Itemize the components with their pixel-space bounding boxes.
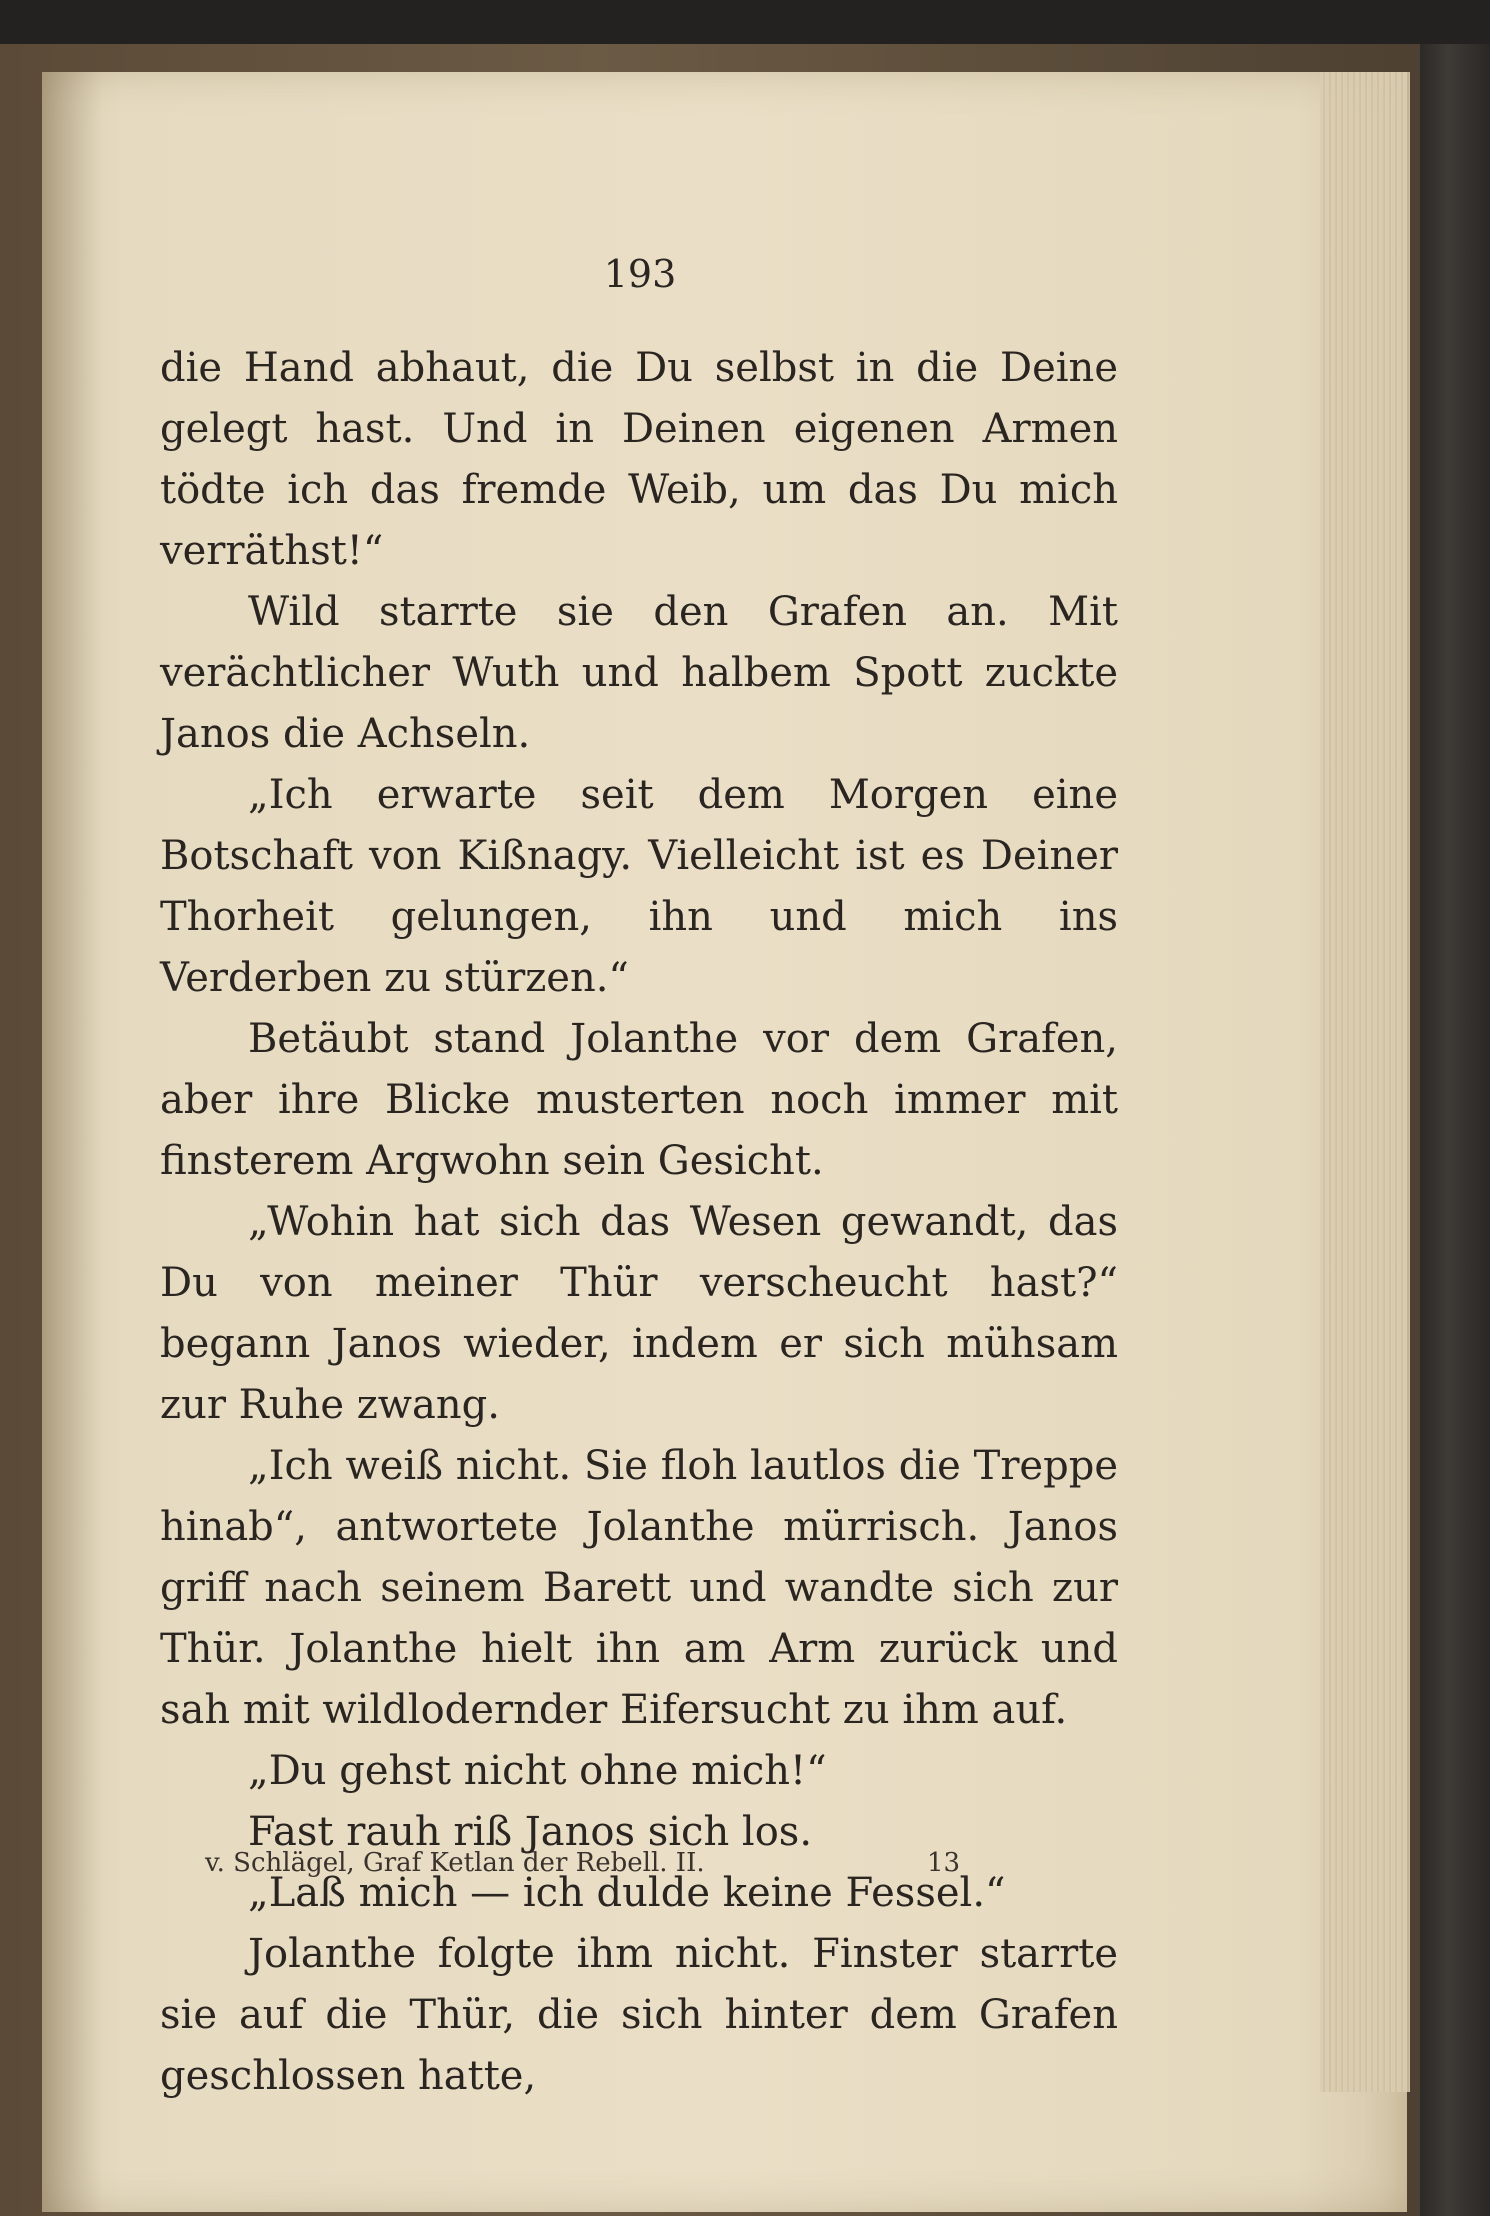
signature-line: v. Schlägel, Graf Ketlan der Rebell. II. (205, 1848, 705, 1878)
body-text (160, 338, 1118, 2107)
sheet-number: 13 (927, 1848, 961, 1878)
book-cover-right-edge (1420, 44, 1490, 2216)
paragraph: Jolanthe folgte ihm nicht. Finster starrte sie auf die Thür, die sich hinter dem Grafen geschlossen hatte, (160, 1931, 1118, 2099)
paragraph: „Wohin hat sich das Wesen gewandt, das Du von meiner Thür verscheucht hast?“ begann Janos wieder, indem er sich mühsam zur Ruhe zwang. (160, 1199, 1118, 1428)
paragraph: Fast rauh riß Janos sich los. (248, 1809, 813, 1855)
paragraph: „Du gehst nicht ohne mich!“ (248, 1748, 827, 1794)
paragraph: „Ich erwarte seit dem Morgen eine Botschaft von Kißnagy. Vielleicht ist es Deiner Thorheit gelungen, ihn und mich ins Verderben zu stürzen.“ (160, 772, 1118, 1001)
page-edges (1320, 72, 1410, 2092)
paragraph: Wild starrte sie den Grafen an. Mit verächtlicher Wuth und halbem Spott zuckte Janos die Achseln. (160, 589, 1118, 757)
paragraph: „Laß mich — ich dulde keine Fessel.“ (248, 1870, 1006, 1916)
paragraph: die Hand abhaut, die Du selbst in die Deine gelegt hast. Und in Deinen eigenen Armen tödte ich das fremde Weib, um das Du mich verräthst!“ (160, 345, 1118, 574)
page-gutter-shadow (42, 72, 102, 2212)
paragraph: Betäubt stand Jolanthe vor dem Grafen, aber ihre Blicke musterten noch immer mit finsterem Argwohn sein Gesicht. (160, 1016, 1118, 1184)
page-number: 193 (603, 252, 677, 296)
paragraph: „Ich weiß nicht. Sie floh lautlos die Treppe hinab“, antwortete Jolanthe mürrisch. Janos griff nach seinem Barett und wandte sich zur Thür. Jolanthe hielt ihn am Arm zurück und sah mit wildlodernder Eifersucht zu ihm auf. (160, 1443, 1118, 1733)
